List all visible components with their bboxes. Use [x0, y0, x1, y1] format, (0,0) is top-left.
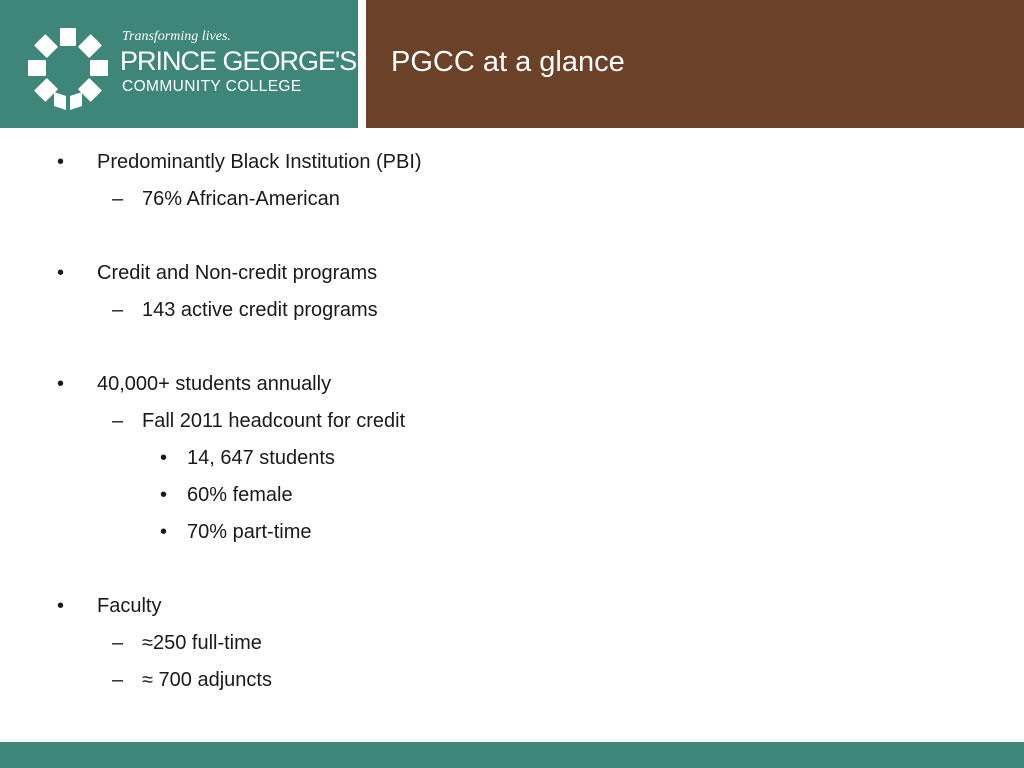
footer-bar: [0, 742, 1024, 768]
sub-sub-bullet-marker: •: [160, 521, 168, 543]
bullet-item: Credit and Non-credit programs: [97, 262, 378, 284]
sub-bullet-item: Fall 2011 headcount for credit: [142, 410, 406, 432]
sub-sub-bullet-marker: •: [160, 484, 168, 506]
sub-sub-bullet-marker: •: [160, 447, 168, 469]
sub-bullet-item: ≈ 700 adjuncts: [142, 669, 272, 691]
sub-bullet-marker: –: [112, 632, 124, 654]
sub-sub-bullet-item: 60% female: [187, 484, 293, 506]
sub-bullet-marker: –: [112, 299, 124, 321]
logo-tagline: Transforming lives.: [122, 29, 231, 44]
sub-sub-bullet-item: 70% part-time: [187, 521, 312, 543]
bullet-marker: •: [57, 595, 65, 617]
sub-bullet-item: 143 active credit programs: [142, 299, 378, 321]
sub-bullet-marker: –: [112, 410, 124, 432]
bullet-item: Predominantly Black Institution (PBI): [97, 151, 422, 173]
sub-bullet-item: 76% African-American: [142, 188, 340, 210]
sub-bullet-item: ≈250 full-time: [142, 632, 262, 654]
bullet-marker: •: [57, 373, 65, 395]
sub-bullet-marker: –: [112, 669, 124, 691]
bullet-marker: •: [57, 151, 65, 173]
bullet-marker: •: [57, 262, 65, 284]
logo-college-name: PRINCE GEORGE'S: [120, 46, 357, 76]
sub-bullet-marker: –: [112, 188, 124, 210]
bullet-item: Faculty: [97, 595, 162, 617]
sub-sub-bullet-item: 14, 647 students: [187, 447, 335, 469]
slide-title: PGCC at a glance: [391, 46, 625, 78]
bullet-item: 40,000+ students annually: [97, 373, 332, 395]
logo-college-subname: COMMUNITY COLLEGE: [122, 78, 302, 95]
